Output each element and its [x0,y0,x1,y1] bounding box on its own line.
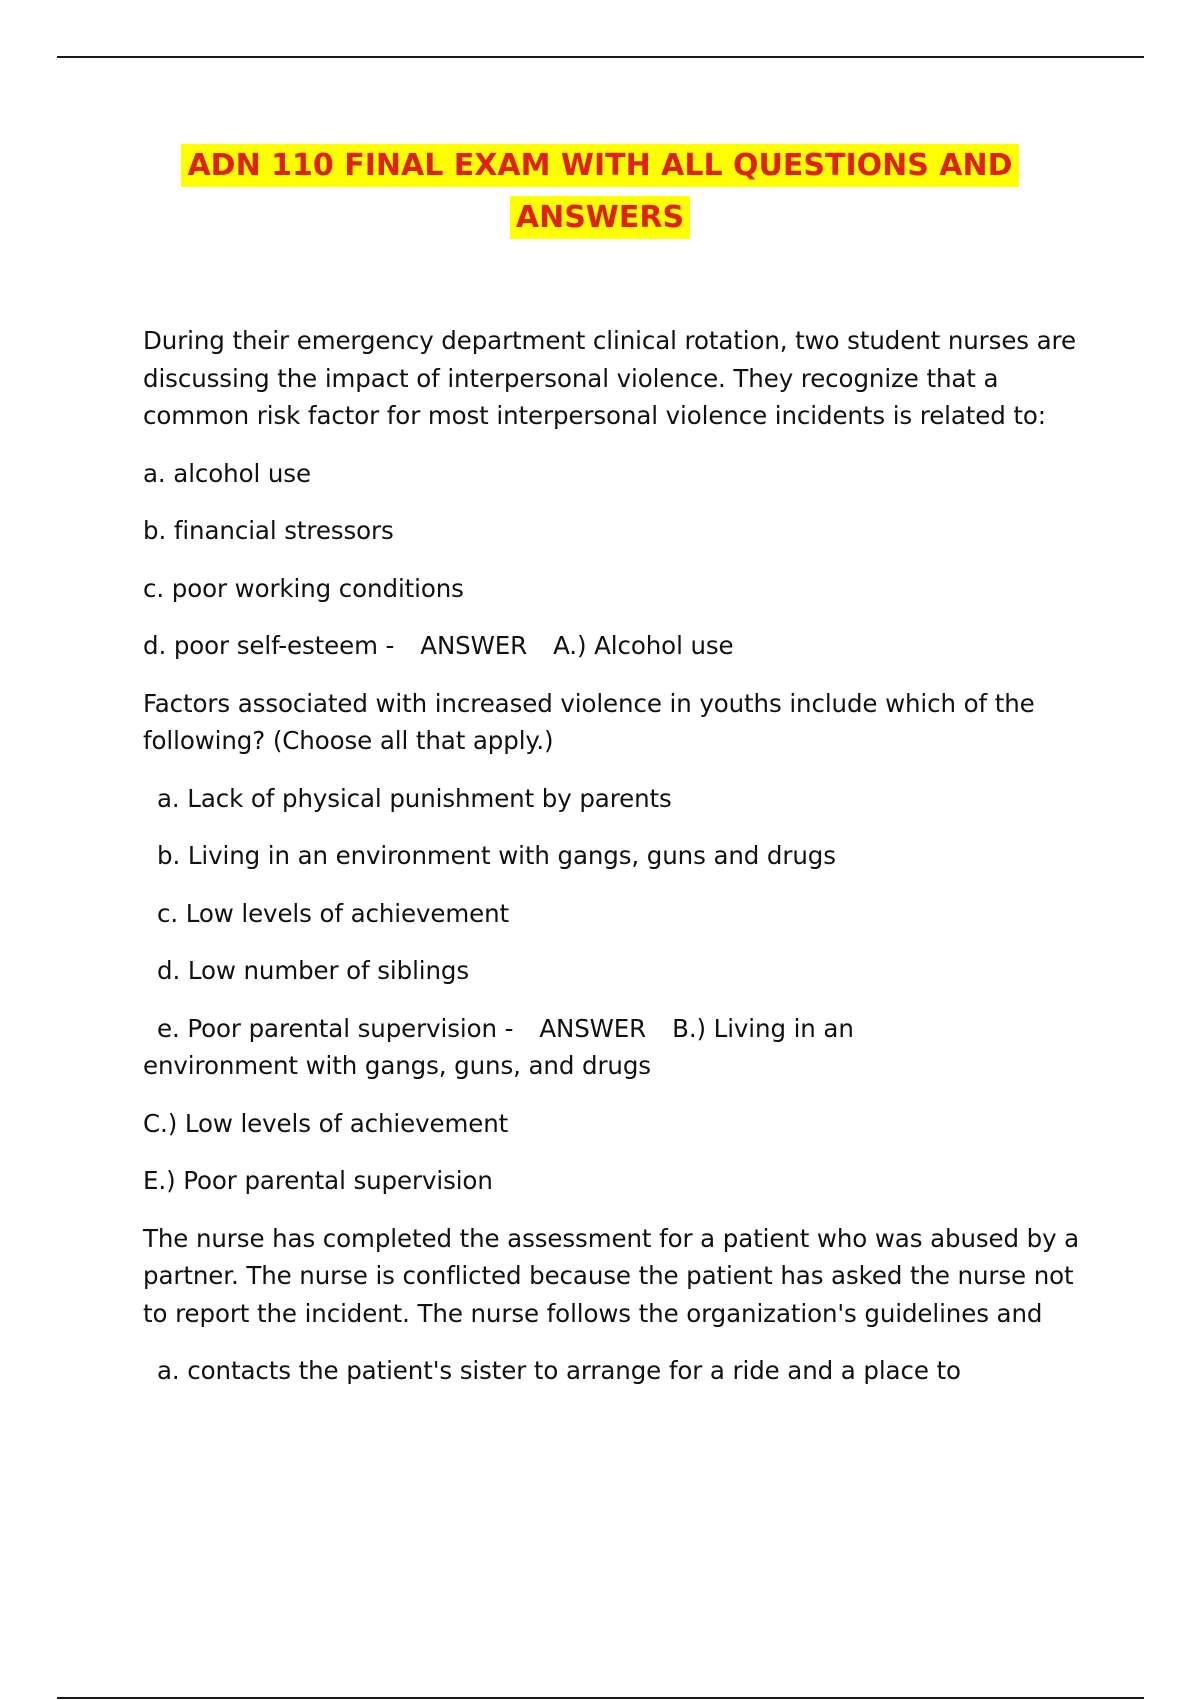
question-2-option-b: b. Living in an environment with gangs, guns and drugs [157,841,836,870]
title-line-2: ANSWERS [510,196,690,239]
bottom-rule [57,1697,1144,1699]
answer-label: ANSWER [420,631,528,660]
title-line-1: ADN 110 FINAL EXAM WITH ALL QUESTIONS AND [181,144,1018,187]
question-1-option-d: d. poor self-esteem - [143,631,395,660]
question-2-option-e-answer [143,1010,1103,1085]
question-1-option-b: b. financial stressors [143,516,394,545]
question-2-option-c: c. Low levels of achievement [157,898,510,928]
question-3-option-a: a. contacts the patient's sister to arrange for a ride and a place to [157,1356,961,1385]
question-2-answer-b-part1: B.) Living in an [672,1013,854,1043]
question-1-option-c: c. poor working conditions [143,573,464,603]
page-title [0,140,1200,244]
question-3-text: The nurse has completed the assessment for a patient who was abused by a partner. The nurse is conflicted because the patient has asked the nurse not to report the incident. The nurse follows the organization's guidelines and [143,1223,1080,1328]
question-2-answer-c: C.) Low levels of achievement [143,1108,509,1138]
exam-content [143,322,1103,1410]
question-2-option-e: e. Poor parental supervision - [157,1013,514,1043]
question-2-option-a: a. Lack of physical punishment by parents [157,783,672,813]
answer-label: ANSWER [539,1013,647,1043]
question-1-option-d-answer [143,627,1103,665]
question-1-option-a: a. alcohol use [143,458,311,488]
question-2-answer-e: E.) Poor parental supervision [143,1166,493,1195]
top-rule [57,56,1144,58]
question-2-text: Factors associated with increased violence in youths include which of the following? (Choose all that apply.) [143,688,1035,755]
question-2-answer-b-part2: environment with gangs, guns, and drugs [143,1051,651,1080]
question-1-text: During their emergency department clinical rotation, two student nurses are discussing the impact of interpersonal violence. They recognize that a common risk factor for most interpersonal violence incidents is related to: [143,326,1076,430]
question-2-option-d: d. Low number of siblings [157,956,470,985]
question-1-answer: A.) Alcohol use [553,631,734,660]
